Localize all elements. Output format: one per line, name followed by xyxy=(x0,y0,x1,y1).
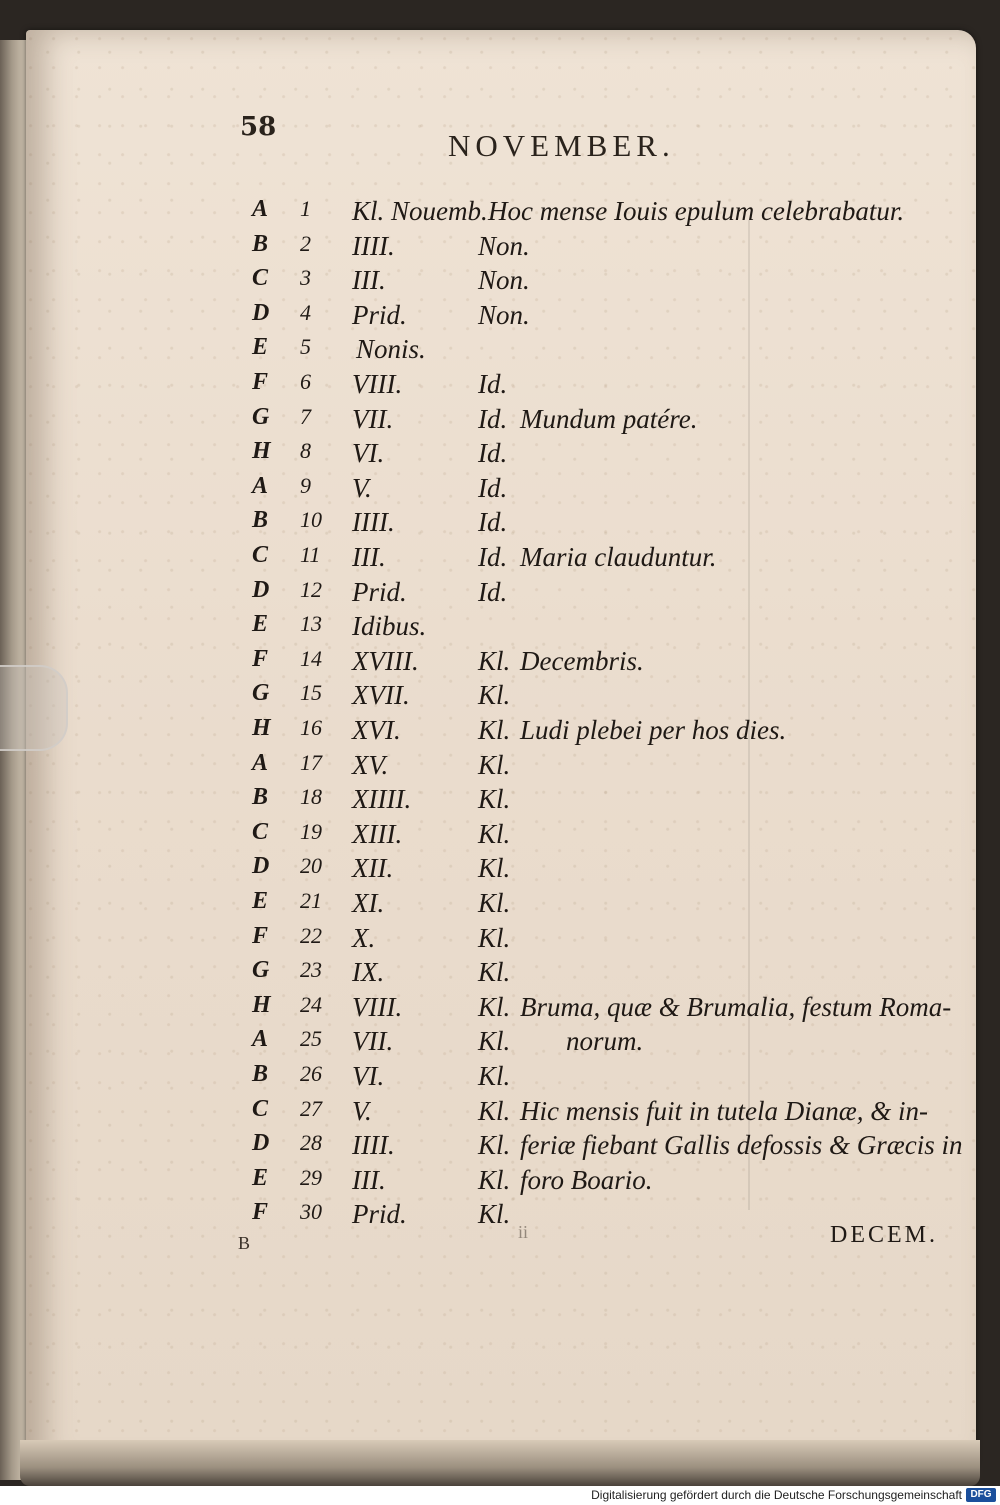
row-note: Bruma, quæ & Brumalia, festum Roma- xyxy=(520,991,952,1022)
day-number: 8 xyxy=(300,438,311,464)
roman-count: IIII. xyxy=(352,230,395,261)
footer-credit: Digitalisierung gefördert durch die Deutsche Forschungsgemeinschaft xyxy=(591,1488,962,1502)
dominical-letter: F xyxy=(252,1199,269,1226)
day-number: 12 xyxy=(300,576,322,602)
dominical-letter: C xyxy=(252,1095,269,1122)
dominical-letter: F xyxy=(252,645,269,672)
roman-count: VII. xyxy=(352,1026,394,1057)
calendar-row xyxy=(0,1130,1000,1164)
calendar-row xyxy=(0,715,1000,749)
calendar-row xyxy=(0,196,1000,230)
day-number: 18 xyxy=(300,784,322,810)
date-reckoning: Kl. xyxy=(478,853,511,884)
dominical-letter: G xyxy=(252,403,270,430)
day-number: 15 xyxy=(300,680,322,706)
calendar-row xyxy=(0,300,1000,334)
date-reckoning: Kl. xyxy=(478,957,511,988)
calendar-row xyxy=(0,265,1000,299)
date-reckoning: Kl. xyxy=(478,784,511,815)
calendar-row xyxy=(0,231,1000,265)
dominical-letter: H xyxy=(252,715,271,741)
calendar-row xyxy=(0,1165,1000,1199)
day-number: 20 xyxy=(300,853,322,879)
date-reckoning: Id. xyxy=(478,507,508,538)
row-note: feriæ fiebant Gallis defossis & Græcis in xyxy=(520,1130,963,1161)
dfg-logo-icon: DFG xyxy=(966,1488,996,1502)
row-note: Mundum patére. xyxy=(520,403,698,434)
date-reckoning: Id. xyxy=(478,438,508,469)
date-reckoning: Kl. xyxy=(478,749,511,780)
dominical-letter: H xyxy=(252,991,271,1018)
day-number: 1 xyxy=(300,196,311,221)
day-number: 19 xyxy=(300,818,322,844)
roman-count: IIII. xyxy=(352,1130,395,1161)
day-number: 22 xyxy=(300,922,322,948)
roman-count: Nonis. xyxy=(356,334,426,365)
dominical-letter: A xyxy=(252,1026,269,1053)
date-reckoning: Non. xyxy=(478,265,530,296)
dominical-letter: A xyxy=(252,472,269,499)
dominical-letter: D xyxy=(252,576,270,603)
roman-count: VI. xyxy=(352,1061,385,1091)
date-reckoning: Kl. xyxy=(478,1199,511,1230)
date-reckoning: Id. xyxy=(478,403,508,434)
calendar-row xyxy=(0,819,1000,853)
date-reckoning: Non. xyxy=(478,299,530,330)
calendar-row xyxy=(0,507,1000,541)
row-note: Maria clauduntur. xyxy=(520,542,717,572)
dominical-letter: F xyxy=(252,922,269,949)
day-number: 13 xyxy=(300,611,322,637)
calendar-row xyxy=(0,473,1000,507)
roman-count: Prid. xyxy=(352,1199,407,1230)
dominical-letter: B xyxy=(252,784,269,811)
dominical-letter: B xyxy=(252,230,269,257)
date-reckoning: Id. xyxy=(478,542,508,572)
dominical-letter: A xyxy=(252,196,269,222)
dominical-letter: G xyxy=(252,680,270,707)
row-note: foro Boario. xyxy=(520,1164,653,1195)
date-reckoning: Kl. xyxy=(478,715,511,745)
roman-count: Prid. xyxy=(352,576,407,607)
roman-count: III. xyxy=(352,542,386,572)
row-note: Hoc mense Iouis epulum celebrabatur. xyxy=(488,196,905,226)
day-number: 5 xyxy=(300,334,311,360)
signature-mark-left: B xyxy=(238,1233,251,1253)
roman-count: VIII. xyxy=(352,991,403,1022)
roman-count: X. xyxy=(352,922,376,953)
page-title: NOVEMBER. xyxy=(448,128,675,163)
dominical-letter: D xyxy=(252,853,270,880)
dominical-letter: G xyxy=(252,957,270,984)
roman-count: XIII. xyxy=(352,818,403,849)
day-number: 11 xyxy=(300,542,321,567)
day-number: 9 xyxy=(300,472,311,498)
dominical-letter: F xyxy=(252,369,269,395)
date-reckoning: Kl. xyxy=(478,645,511,676)
calendar-row xyxy=(0,784,1000,818)
date-reckoning: Kl. xyxy=(478,888,511,918)
dominical-letter: E xyxy=(252,334,269,361)
dominical-letter: B xyxy=(252,507,269,534)
roman-count: VII. xyxy=(352,403,394,434)
day-number: 2 xyxy=(300,230,311,256)
catchword: DECEM. xyxy=(830,1222,938,1248)
date-reckoning: Kl. xyxy=(478,991,511,1022)
roman-count: XV. xyxy=(352,749,389,780)
dominical-letter: C xyxy=(252,265,269,292)
calendar-row xyxy=(0,611,1000,645)
roman-count: XII. xyxy=(352,853,394,884)
row-note: Ludi plebei per hos dies. xyxy=(520,715,787,745)
day-number: 7 xyxy=(300,403,311,429)
roman-count: XIIII. xyxy=(352,784,412,815)
roman-count: III. xyxy=(352,265,386,296)
day-number: 30 xyxy=(300,1199,322,1225)
book-bottom-edge xyxy=(20,1440,980,1486)
footer-bar xyxy=(0,1486,1000,1505)
calendar-row xyxy=(0,680,1000,714)
day-number: 3 xyxy=(300,265,311,291)
roman-count: XVIII. xyxy=(352,645,419,676)
calendar-row xyxy=(0,646,1000,680)
calendar-row xyxy=(0,750,1000,784)
calendar-row xyxy=(0,369,1000,403)
dominical-letter: E xyxy=(252,1164,269,1191)
calendar-row xyxy=(0,438,1000,472)
row-note: Hic mensis fuit in tutela Dianæ, & in- xyxy=(520,1095,928,1126)
dominical-letter: C xyxy=(252,818,269,845)
calendar-row xyxy=(0,1026,1000,1060)
roman-count: IIII. xyxy=(352,507,395,538)
day-number: 10 xyxy=(300,507,322,533)
date-reckoning: Kl. xyxy=(478,818,511,849)
page-number: 58 xyxy=(240,112,277,142)
roman-count: XI. xyxy=(352,888,385,918)
roman-count: XVI. xyxy=(352,715,401,745)
dominical-letter: E xyxy=(252,611,269,638)
roman-count: VIII. xyxy=(352,369,403,399)
calendar-row xyxy=(0,923,1000,957)
calendar-row xyxy=(0,957,1000,991)
day-number: 6 xyxy=(300,369,311,394)
day-number: 29 xyxy=(300,1164,322,1190)
date-reckoning: Kl. xyxy=(478,680,511,711)
date-reckoning: Id. xyxy=(478,369,508,399)
row-note: Decembris. xyxy=(520,645,644,676)
date-reckoning: Kl. xyxy=(478,1061,511,1091)
roman-count: V. xyxy=(352,472,372,503)
calendar-row xyxy=(0,334,1000,368)
day-number: 21 xyxy=(300,888,322,913)
roman-count: VI. xyxy=(352,438,385,469)
roman-count: V. xyxy=(352,1095,372,1126)
date-reckoning: Kl. xyxy=(478,1130,511,1161)
calendar-row xyxy=(0,542,1000,576)
day-number: 23 xyxy=(300,957,322,983)
signature-mark-mid: ii xyxy=(518,1222,529,1242)
date-reckoning: Kl. xyxy=(478,1164,511,1195)
calendar-row xyxy=(0,577,1000,611)
dominical-letter: E xyxy=(252,888,269,914)
dominical-letter: B xyxy=(252,1061,269,1087)
date-reckoning: Non. xyxy=(478,230,530,261)
roman-count: Idibus. xyxy=(352,611,427,642)
date-reckoning: Kl. xyxy=(478,1026,511,1057)
day-number: 14 xyxy=(300,645,322,671)
day-number: 26 xyxy=(300,1061,322,1086)
day-number: 27 xyxy=(300,1095,322,1121)
calendar-row xyxy=(0,404,1000,438)
date-reckoning: Kl. xyxy=(478,1095,511,1126)
date-reckoning: Id. xyxy=(478,472,508,503)
dominical-letter: A xyxy=(252,749,269,776)
day-number: 28 xyxy=(300,1130,322,1156)
roman-count: IX. xyxy=(352,957,385,988)
day-number: 4 xyxy=(300,299,311,325)
day-number: 17 xyxy=(300,749,322,775)
date-reckoning: Id. xyxy=(478,576,508,607)
dominical-letter: H xyxy=(252,438,271,465)
calendar-row xyxy=(0,1061,1000,1095)
roman-count: Prid. xyxy=(352,299,407,330)
dominical-letter: D xyxy=(252,1130,270,1157)
row-note-continuation: norum. xyxy=(566,1025,644,1056)
day-number: 16 xyxy=(300,715,322,740)
day-number: 24 xyxy=(300,991,322,1017)
day-number: 25 xyxy=(300,1026,322,1052)
date-reckoning: Kl. xyxy=(478,922,511,953)
calendar-row xyxy=(0,888,1000,922)
roman-count: XVII. xyxy=(352,680,410,711)
calendar-row xyxy=(0,853,1000,887)
roman-count: III. xyxy=(352,1164,386,1195)
dominical-letter: D xyxy=(252,299,270,326)
calendar-row xyxy=(0,1096,1000,1130)
dominical-letter: C xyxy=(252,542,269,568)
roman-count: Kl. Nouemb. xyxy=(352,196,488,226)
